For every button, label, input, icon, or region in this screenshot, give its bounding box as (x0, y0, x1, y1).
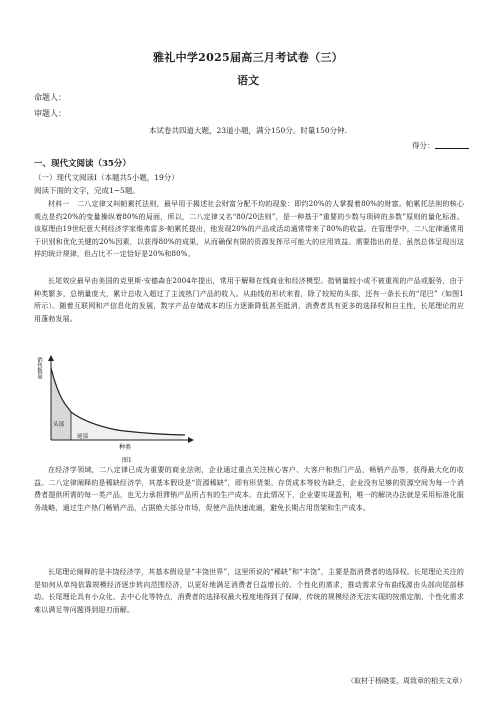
long-tail-figure (37, 354, 197, 456)
material-paragraph-3: 在经济学领域，二八定律已成为重要的商业法则，企业通过重点关注核心客户、大客户和热门产品，畅销产品等，获得最大化的收益。二八定律阐释的是稀缺经济学，其基本假设是“资源稀缺”，即有形货架、存货成本等较为缺乏，企业没有足够的资源空间为每一个消费者提供所需的每一类产品，也无力承担滞销产品所占有的生产成本。在此情况下，企业要实现盈利，唯一的解决办法就是采用标准化服务战略，通过生产热门畅销产品，占据绝大部分市场，促使产品快速流通，避免长期占用货架和生产成本。 (34, 466, 464, 512)
y-axis-label: 销售数量 (36, 357, 42, 379)
section-heading: 一、现代文阅读（35分） (34, 159, 131, 169)
instruction-text: 阅读下面的文字，完成1~5题。 (34, 186, 140, 195)
head-label: 头部 (53, 422, 65, 428)
material-paragraph-1: 材料一 二八定律又叫帕累托法则，最早用于揭述社会财富分配不均的现象：即约20%的人掌握着80%的财富。帕累托法则的核心观点是约20%的变量操纵着80%的局面，所以，二八定律又名“80/20法则”，是一种基于“重要的少数与琐碎的多数”原则的量化标准。该原理由19世纪意大利经济学家维弗雷多·帕累托提出，他发现20%的产品或活动通常带来了80%的收益。在管理学中，二八定律通常用于识别和优化关键的20%因素，以获得80%的成果，从而确保有限的资源发挥尽可能大的应用效益。需要指出的是，虽然总体呈现出这样的统计规律，但占比不一定恰好是20%和80%。 (34, 200, 464, 259)
exam-notice: 本试卷共四道大题，23道小题，满分150分。时量150分钟. (148, 126, 348, 135)
score-blank[interactable] (435, 148, 469, 149)
material-paragraph-4: 长尾理论阐释的是丰饶经济学，其基本假设是“丰饶世界”，这里所说的“稀缺”和“丰饶”，主要是指消费者的选择权。长尾理论关注的是如何从单纯依靠规模经济逐步转向范围经济，以更好地满足消费者日益增长的、个性化的需求，推动需求分布曲线源由头部向尾部移动。长尾理论具有小众化、去中心化等特点，消费者的选择权最大程度地得到了保障，传统的规模经济无法实现的按需定制、个性化需求难以满足等问题得到迎刃而解。 (34, 568, 464, 614)
proposer-label: 命题人： (34, 93, 66, 102)
score-box (412, 140, 469, 151)
subject-title: 语文 (237, 74, 259, 87)
x-axis-label: 种类 (119, 444, 132, 451)
figure-caption: 图1 (122, 457, 132, 464)
sub-heading: （一）现代文阅读Ⅰ（本题共5小题，19分） (34, 173, 179, 182)
tail-label: 尾部 (77, 434, 89, 440)
score-label: 得分： (412, 141, 435, 150)
source-note: （取材于杨晓雯、周致章的相关文章） (347, 677, 466, 685)
reviewer-label: 审题人： (34, 109, 66, 118)
material-paragraph-2: 长尾效应最早由美国的克里斯·安德森在2004年提出，常用于解释在线商业和经济模型。指销量较小或不被重视的产品或服务，由于种类繁多，总销量庞大，累计总收入超过了主流热门产品的收入。从曲线的形状来看，除了较短的头部，还有一条长长的“尾巴”（如图1所示）。随着互联网和产信息化的发展，数字产品存储成本的压力逐渐降低甚至抵消，消费者具有更多的选择权和自主性，长尾理论的应用蓬勃发展。 (34, 277, 464, 323)
exam-title: 雅礼中学2025届高三月考试卷（三） (152, 51, 343, 64)
